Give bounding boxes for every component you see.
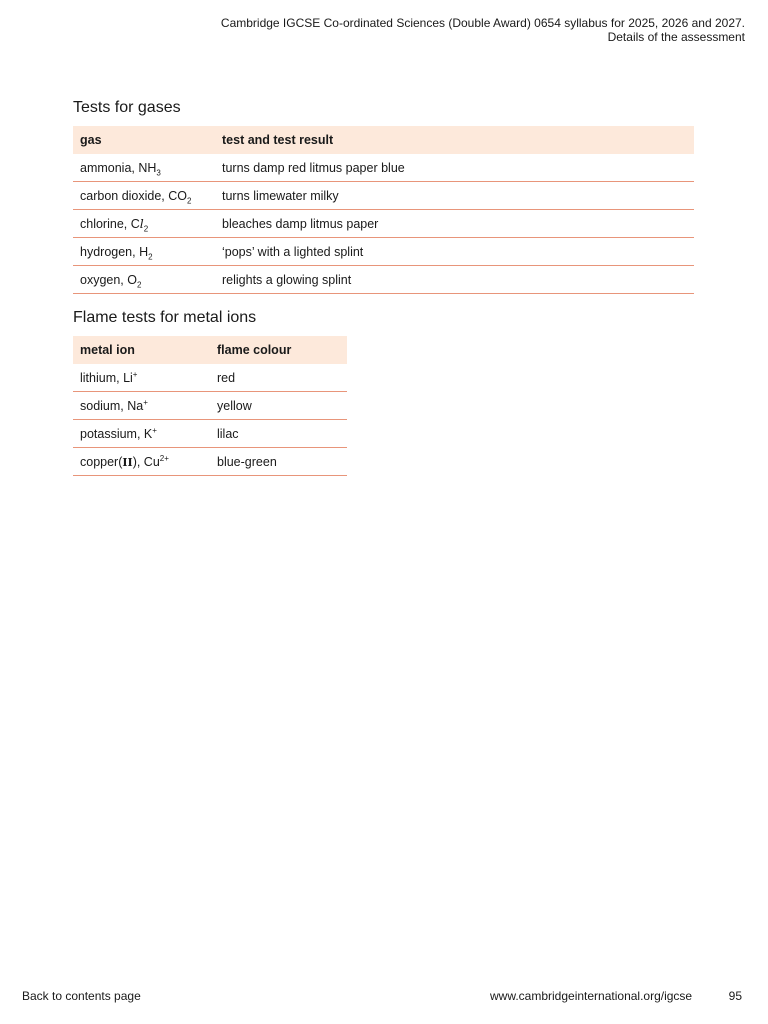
flame-section-title: Flame tests for metal ions xyxy=(73,309,257,326)
gas-name: ammonia, $NH_3$ xyxy=(73,154,215,182)
table-row xyxy=(73,266,694,294)
gases-table xyxy=(73,126,694,294)
table-row xyxy=(73,448,347,476)
column-header-gas: gas xyxy=(73,126,215,154)
flame-colour: red xyxy=(210,364,347,392)
table-row xyxy=(73,392,347,420)
table-row xyxy=(73,210,694,238)
page-number: 95 xyxy=(728,989,742,1003)
metal-ion-name: sodium, Na+ xyxy=(73,392,210,420)
flame-colour: blue-green xyxy=(210,448,347,476)
table-row xyxy=(73,364,347,392)
gas-test-result: turns limewater milky xyxy=(215,182,694,210)
gas-test-result: ‘pops’ with a lighted splint xyxy=(215,238,694,266)
gases-section-title: Tests for gases xyxy=(73,99,181,116)
gas-name: carbon dioxide, $CO_2$ xyxy=(73,182,215,210)
gas-test-result: relights a glowing splint xyxy=(215,266,694,294)
gas-name: chlorine, $Cl_2$ xyxy=(73,210,215,238)
gas-name: oxygen, $O_2$ xyxy=(73,266,215,294)
page-header xyxy=(221,16,745,44)
table-header-row xyxy=(73,126,694,154)
header-subtitle: Details of the assessment xyxy=(607,30,745,44)
metal-ion-name: copper(II), $Cu^{2+}$ xyxy=(73,448,210,476)
metal-ion-name: lithium, Li+ xyxy=(73,364,210,392)
table-row xyxy=(73,182,694,210)
back-to-contents-link[interactable]: Back to contents page xyxy=(22,989,141,1003)
metal-ion-name: potassium, K+ xyxy=(73,420,210,448)
column-header-flame-colour: flame colour xyxy=(210,336,347,364)
header-title: Cambridge IGCSE Co-ordinated Sciences (Double Award) 0654 syllabus for 2025, 2026 and 2027. xyxy=(220,16,745,30)
footer-url[interactable]: www.cambridgeinternational.org/igcse xyxy=(490,989,693,1003)
flame-colour: lilac xyxy=(210,420,347,448)
table-header-row xyxy=(73,336,347,364)
flame-colour: yellow xyxy=(210,392,347,420)
gas-test-result: turns damp red litmus paper blue xyxy=(215,154,694,182)
column-header-test: test and test result xyxy=(215,126,694,154)
flame-table xyxy=(73,336,347,476)
table-row xyxy=(73,238,694,266)
column-header-metal-ion: metal ion xyxy=(73,336,210,364)
table-row xyxy=(73,154,694,182)
gas-test-result: bleaches damp litmus paper xyxy=(215,210,694,238)
gas-name: hydrogen, $H_2$ xyxy=(73,238,215,266)
table-row xyxy=(73,420,347,448)
